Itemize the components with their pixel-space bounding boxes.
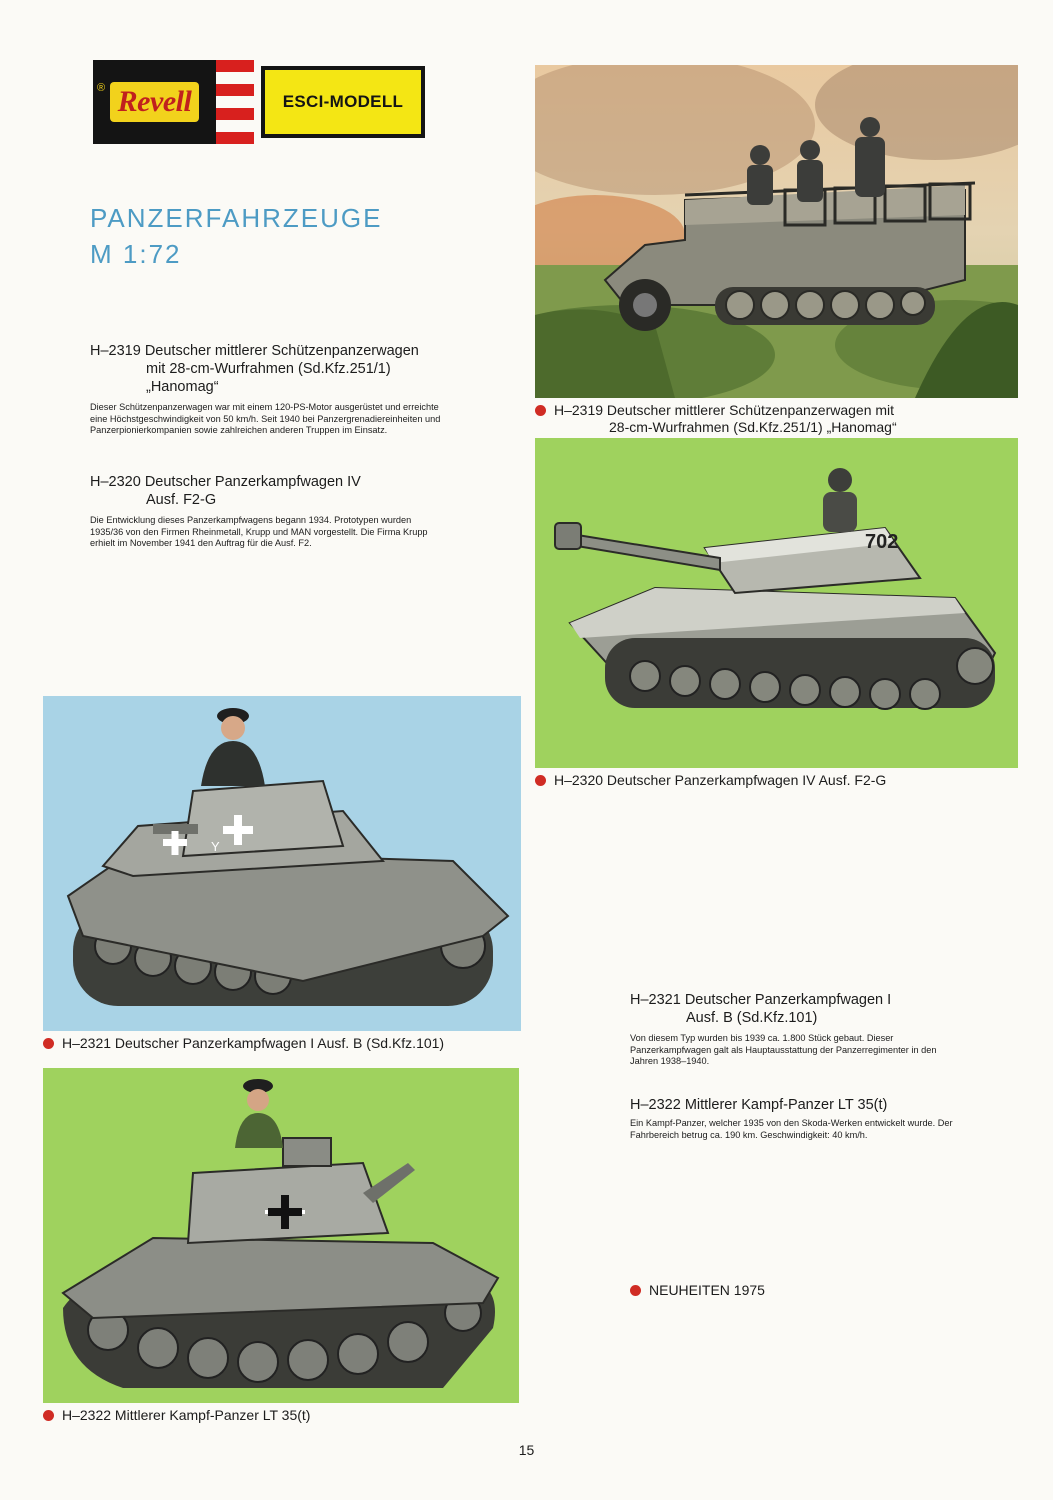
revell-esci-logo — [93, 60, 425, 144]
item-h2319-text — [90, 342, 470, 437]
logo-stripes — [216, 60, 254, 144]
turret-letter: Y — [211, 839, 220, 854]
heading-scale: M 1:72 — [90, 239, 182, 269]
caption-line: H–2320 Deutscher Panzerkampfwagen IV Ausf. F2-G — [554, 772, 887, 788]
title-line: H–2321 Deutscher Panzerkampfwagen I — [630, 992, 892, 1008]
lt35-illustration — [43, 1068, 519, 1403]
bullet-dot — [535, 775, 546, 786]
title-line: H–2322 Mittlerer Kampf-Panzer LT 35(t) — [630, 1097, 888, 1113]
revell-wordmark: Revell — [110, 82, 200, 122]
item-title — [90, 473, 450, 509]
bullet-dot — [630, 1285, 641, 1296]
legend-label: NEUHEITEN 1975 — [649, 1282, 765, 1298]
caption-line: H–2321 Deutscher Panzerkampfwagen I Ausf. B (Sd.Kfz.101) — [62, 1035, 445, 1051]
panzer-i-illustration — [43, 696, 521, 1031]
title-line: H–2319 Deutscher mittlerer Schützenpanzerwagen — [90, 343, 419, 359]
item-title — [630, 1096, 980, 1114]
item-description: Die Entwicklung dieses Panzerkampfwagens begann 1934. Prototypen wurden 1935/36 von den Firmen Rheinmetall, Krupp und MAN vorgestellt. Die Firma Krupp erhielt im November 1941 den Auftrag für die Ausf. F2. — [90, 515, 428, 549]
caption-line: 28-cm-Wurfrahmen (Sd.Kfz.251/1) „Hanomag“ — [609, 419, 897, 435]
item-h2321-text — [630, 991, 970, 1068]
item-description: Ein Kampf-Panzer, welcher 1935 von den Skoda-Werken entwickelt wurde. Der Fahrbereich betrug ca. 190 km. Geschwindigkeit: 40 km/h. — [630, 1118, 953, 1140]
item-h2322-text — [630, 1096, 980, 1141]
turret-number: 702 — [865, 531, 899, 553]
panzer-iv-illustration — [535, 438, 1018, 768]
item-description: Dieser Schützenpanzerwagen war mit einem 120-PS-Motor ausgerüstet und erreichte eine Höchstgeschwindigkeit von 50 km/h. Seit 1940 bei Panzergrenadiereinheiten und Panzerpionierkompanien sowie zahlreichen anderen Truppen im Einsatz. — [90, 402, 441, 436]
page-heading — [90, 200, 382, 272]
page-number: 15 — [518, 1442, 535, 1458]
title-line: mit 28-cm-Wurfrahmen (Sd.Kfz.251/1) — [146, 361, 391, 377]
title-line: Ausf. B (Sd.Kfz.101) — [686, 1010, 818, 1026]
heading-title: PANZERFAHRZEUGE — [90, 203, 383, 233]
bullet-dot — [43, 1410, 54, 1421]
item-title — [630, 991, 970, 1027]
caption-h2320 — [535, 772, 886, 789]
caption-h2321 — [43, 1035, 444, 1052]
item-title — [90, 342, 470, 396]
bullet-dot — [535, 405, 546, 416]
esci-modell-logo: ESCI-MODELL — [261, 66, 425, 138]
item-h2320-text — [90, 473, 450, 550]
bullet-dot — [43, 1038, 54, 1049]
title-line: Ausf. F2-G — [146, 492, 217, 508]
caption-line: H–2319 Deutscher mittlerer Schützenpanzerwagen mit — [554, 402, 895, 418]
caption-line: H–2322 Mittlerer Kampf-Panzer LT 35(t) — [62, 1407, 311, 1423]
registered-mark: ® — [97, 82, 106, 94]
revell-logo — [93, 60, 216, 144]
caption-h2322 — [43, 1407, 310, 1424]
title-line: H–2320 Deutscher Panzerkampfwagen IV — [90, 474, 361, 490]
title-line: „Hanomag“ — [146, 379, 219, 395]
caption-h2319 — [535, 402, 897, 436]
halftrack-illustration — [535, 65, 1018, 398]
item-description: Von diesem Typ wurden bis 1939 ca. 1.800 Stück gebaut. Dieser Panzerkampfwagen galt als Hauptausstattung der Panzerregimenter in den Jahren 1938–1940. — [630, 1033, 937, 1067]
legend-new-1975 — [630, 1282, 765, 1299]
